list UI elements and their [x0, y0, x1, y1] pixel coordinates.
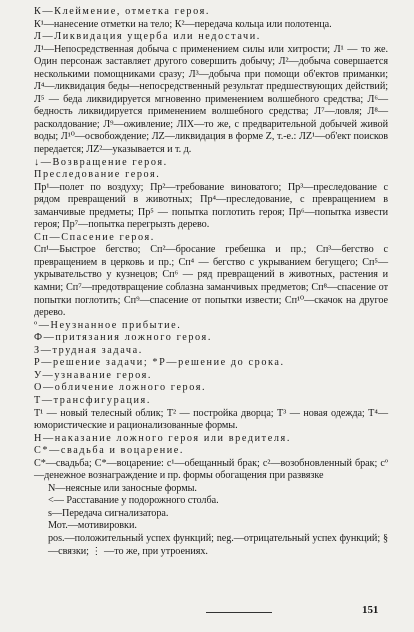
text-paragraph: Т¹ — новый телесный облик; Т² — постройка дворца; Т³ — новая одежда; Т⁴—юмористические и рационализованные формы. — [34, 407, 388, 432]
page-number: 151 — [362, 604, 379, 616]
section-heading: Ф—притязания ложного героя. — [34, 332, 212, 344]
text-paragraph: К¹—нанесение отметки на тело; К²—передача кольца или полотенца. — [34, 18, 332, 30]
text-paragraph: pos.—положительный успех функций; neg.—отрицательный успех функций; §—связки; ⋮ —то же, при утроениях. — [48, 532, 388, 557]
section-heading: Сп—Спасение героя. — [34, 231, 155, 243]
page-text — [34, 6, 388, 558]
footer-rule — [206, 612, 272, 613]
section-heading: О—обличение ложного героя. — [34, 382, 207, 394]
section-heading: º—Неузнанное прибытие. — [34, 319, 182, 331]
section-heading: У—узнавание героя. — [34, 369, 152, 381]
section-heading: Т—трансфигурация. — [34, 394, 151, 406]
section-heading: Преследование героя. — [34, 169, 161, 181]
section-heading: К—Клеймение, отметка героя. — [34, 6, 211, 17]
text-paragraph: Пр¹—полет по воздуху; Пр²—требование виноватого; Пр³—преследование с рядом превращений в животных; Пр⁴—преследование, с превращением в заманчивые предметы; Пр⁵ — попытка поглотить героя; Пр⁶—попытка извести героя; Пр⁷—попытка перегрызть дерево. — [34, 181, 388, 231]
text-paragraph: Мот.—мотивировки. — [48, 520, 137, 532]
section-heading: С*—свадьба и воцарение. — [34, 445, 185, 457]
section-heading: З—трудная задача. — [34, 344, 143, 356]
text-paragraph: Л¹—Непосредственная добыча с применением силы или хитрости; Л¹ — то же. Один персонаж заставляет другого совершить добычу; Л²—добыча совершается несколькими помощниками сразу; Л³—добыча при помощи об'ектов приманки; Л⁴—ликвидация беды—непосредственный результат предшествующих действий; Л⁵ — беда ликвидируется мгновенно применением волшебного средства; Л⁶—бедность ликвидируется применением волшебного средства; Л⁷—ловля; Л⁸—расколдование; Л⁹—оживление; ЛIX—то же, с предварительной добычей живой воды; Л¹⁰—освобождение; ЛZ—ликвидация в форме Z, т.-е.: ЛZ¹—об'ект поисков передается; ЛZ²—указывается и т. д. — [34, 43, 388, 156]
section-heading: Н—наказание ложного героя или вредителя. — [34, 432, 291, 444]
text-paragraph: С*—свадьба; С*—воцарение: с¹—обещанный брак; с²—возобновленный брак; сº—денежное вознаграждение и пр. формы обогащения при развязке — [34, 457, 388, 482]
section-heading: Л—Ликвидация ущерба или недостачи. — [34, 31, 261, 43]
section-heading: ↓—Возвращение героя. — [34, 156, 168, 168]
text-paragraph: N—неясные или заносные формы. — [48, 482, 197, 494]
text-paragraph: <— Расставание у подорожного столба. — [48, 495, 219, 507]
section-heading: Р—решение задачи; *Р—решение до срока. — [34, 357, 285, 369]
text-paragraph: s—Передача сигнализатора. — [48, 507, 169, 519]
text-paragraph: Сп¹—Быстрое бегство; Сп²—бросание гребешка и пр.; Сп³—бегство с превращением в церковь и пр.; Сп⁴ — бегство с укрыванием бегущего; Сп⁵—укрывательство у кузнецов; Сп⁶ — ряд превращений в животных, растения и камни; Сп⁷—предотвращение соблазна заманчивых предметов; Сп⁸—спасение от попытки поглотить; Сп⁹—спасение от попытки извести; Сп¹⁰—скачок на другое дерево. — [34, 244, 388, 319]
